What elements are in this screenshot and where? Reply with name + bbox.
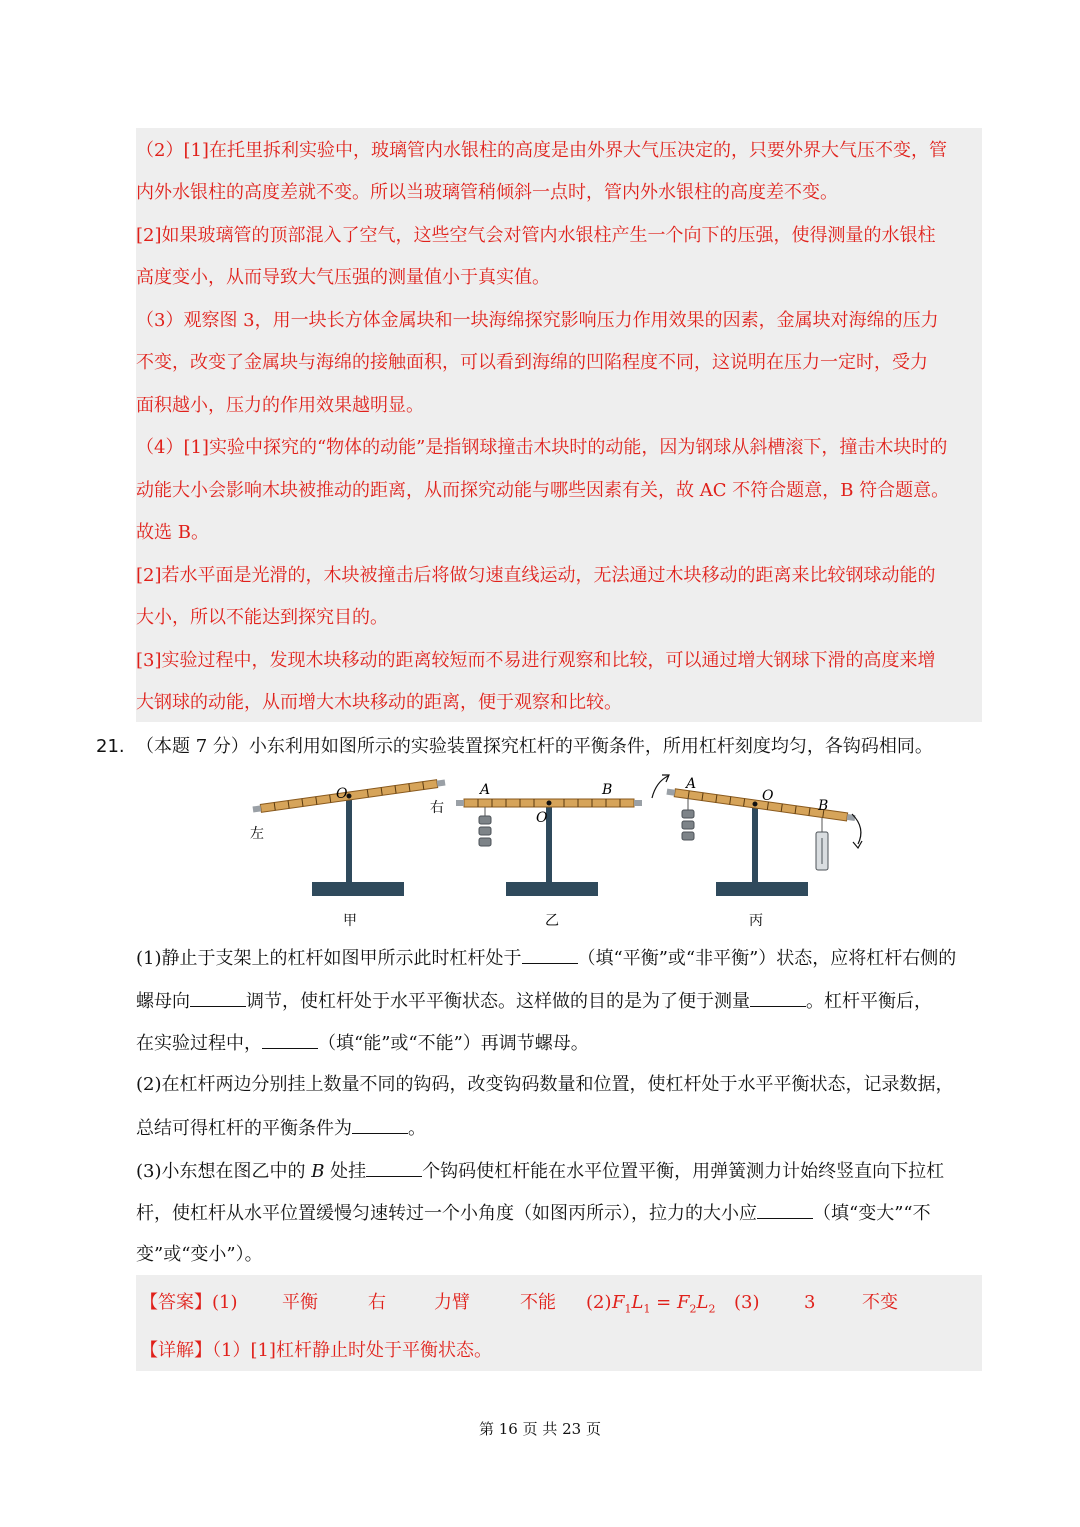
text: （填“能”或“不能”）再调节螺母。	[318, 1033, 589, 1054]
text: 在实验过程中，	[136, 1033, 262, 1054]
label-left: 左	[250, 826, 264, 842]
question-stem: （本题 7 分）小东利用如图所示的实验装置探究杠杆的平衡条件，所用杠杆刻度均匀，各钩码相同。	[136, 736, 933, 757]
explanation-line: 不变，改变了金属块与海绵的接触面积，可以看到海绵的凹陷程度不同，这说明在压力一定时，受力	[136, 352, 928, 373]
answer-blank[interactable]	[262, 1030, 318, 1049]
explanation-box	[136, 128, 982, 722]
answer-item: 平衡	[282, 1292, 318, 1313]
balance-nut-right	[634, 800, 642, 806]
answer-item: 不变	[862, 1292, 898, 1313]
explanation-line: 高度变小，从而导致大气压强的测量值小于真实值。	[136, 267, 550, 288]
detail-row	[140, 1339, 492, 1363]
balance-nut-right	[847, 814, 856, 821]
explanation-line: 大钢球的动能，从而增大木块移动的距离，便于观察和比较。	[136, 692, 622, 713]
panel-yi	[456, 782, 642, 929]
page-footer: 第 16 页 共 23 页	[478, 1420, 601, 1438]
stand-base	[506, 882, 598, 896]
explanation-line: 面积越小，压力的作用效果越明显。	[136, 395, 424, 416]
explanation-line: [2]若水平面是光滑的，木块被撞击后将做匀速直线运动，无法通过木块移动的距离来比较钢球动能的	[136, 565, 936, 586]
text: （填“变大”“不	[813, 1203, 931, 1224]
text: 个钩码使杠杆能在水平位置平衡，用弹簧测力计始终竖直向下拉杠	[422, 1161, 945, 1182]
question-part1-line3	[136, 1030, 589, 1056]
answer-blank[interactable]	[757, 1200, 813, 1219]
label-a: A	[480, 782, 491, 798]
stand-pole	[752, 806, 758, 884]
text: 螺母向	[136, 991, 190, 1012]
explanation-line: [3]实验过程中，发现木块移动的距离较短而不易进行观察和比较，可以通过增大钢球下滑的高度来增	[136, 650, 936, 671]
lever-experiment-figure	[240, 772, 880, 934]
explanation-line: 故选 B。	[136, 522, 209, 543]
question-part3-line2	[136, 1200, 931, 1226]
panel-jia	[250, 779, 446, 929]
label-o: O	[336, 786, 348, 802]
text: (3)小东想在图乙中的	[136, 1161, 312, 1182]
explanation-line: 大小，所以不能达到探究目的。	[136, 607, 388, 628]
question-part3-line1	[136, 1158, 944, 1184]
label-o: O	[536, 810, 548, 826]
panel-label: 甲	[343, 913, 357, 929]
question-part2-line2	[136, 1115, 426, 1141]
explanation-line: （2）[1]在托里拆利实验中，玻璃管内水银柱的高度是由外界大气压决定的，只要外界大气压不变，管	[136, 140, 947, 161]
explanation-line: （4）[1]实验中探究的“物体的动能”是指钢球撞击木块时的动能，因为钢球从斜槽滚下，撞击木块时的	[136, 437, 948, 458]
text: 处挂	[324, 1161, 367, 1182]
answer-blank[interactable]	[522, 945, 578, 964]
text: 。	[408, 1118, 426, 1139]
question-number: 21.	[96, 736, 125, 757]
explanation-line: 动能大小会影响木块被推动的距离，从而探究动能与哪些因素有关，故 AC 不符合题意，B 符合题意。	[136, 480, 950, 501]
text: 。杠杆平衡后，	[806, 991, 932, 1012]
answer-item: 不能	[520, 1292, 556, 1313]
pivot-point	[547, 801, 552, 806]
point-b-italic: B	[311, 1161, 325, 1182]
text: 调节，使杠杆处于水平平衡状态。这样做的目的是为了便于测量	[246, 991, 750, 1012]
answer-blank[interactable]	[352, 1115, 408, 1134]
question-part3-line3: 变”或“变小”）。	[136, 1244, 263, 1265]
text: 总结可得杠杆的平衡条件为	[136, 1118, 352, 1139]
label-right: 右	[430, 800, 444, 816]
answer-item: 3	[804, 1292, 816, 1313]
explanation-line: [2]如果玻璃管的顶部混入了空气，这些空气会对管内水银柱产生一个向下的压强，使得测量的水银柱	[136, 225, 936, 246]
answer-part2-label: (2)	[586, 1292, 612, 1313]
hook-weights	[682, 810, 694, 840]
answer-blank[interactable]	[190, 988, 246, 1007]
answer-formula: $F_1L_1 = F_2L_2$	[612, 1292, 716, 1316]
text: （填“平衡”或“非平衡”）状态，应将杠杆右侧的	[577, 948, 957, 969]
answer-label: 【答案】(1)	[140, 1292, 238, 1313]
text: (1)静止于支架上的杠杆如图甲所示此时杠杆处于	[136, 948, 522, 969]
question-part2-line1: (2)在杠杆两边分别挂上数量不同的钩码，改变钩码数量和位置，使杠杆处于水平平衡状态，记录数据，	[136, 1074, 954, 1095]
stand-base	[716, 882, 808, 896]
answer-item: 力臂	[434, 1292, 470, 1313]
explanation-line: 内外水银柱的高度差就不变。所以当玻璃管稍倾斜一点时，管内外水银柱的高度差不变。	[136, 182, 838, 203]
balance-nut-left	[666, 789, 675, 796]
stand-pole	[346, 796, 352, 884]
answer-blank[interactable]	[366, 1158, 422, 1177]
balance-nut-left	[456, 800, 464, 806]
panel-label: 乙	[545, 913, 559, 929]
balance-nut-left	[253, 805, 262, 812]
text: 杆，使杠杆从水平位置缓慢匀速转过一个小角度（如图丙所示），拉力的大小应	[136, 1203, 757, 1224]
question-part1-line1	[136, 945, 956, 971]
hook-weights	[479, 816, 491, 846]
question-heading	[96, 735, 933, 759]
label-b: B	[818, 798, 829, 814]
detail-text: （1）[1]杠杆静止时处于平衡状态。	[212, 1340, 492, 1361]
answer-part3-label: (3)	[734, 1292, 760, 1313]
stand-base	[312, 882, 404, 896]
detail-label: 【详解】	[140, 1340, 212, 1361]
explanation-line: （3）观察图 3，用一块长方体金属块和一块海绵探究影响压力作用效果的因素，金属块对海绵的压力	[136, 310, 939, 331]
balance-nut-right	[437, 780, 446, 787]
panel-label: 丙	[749, 913, 763, 929]
answer-item: 右	[368, 1292, 386, 1313]
label-a: A	[686, 776, 697, 792]
label-o: O	[762, 788, 774, 804]
panel-bing	[652, 775, 862, 929]
question-part1-line2	[136, 988, 932, 1014]
answer-blank[interactable]	[750, 988, 806, 1007]
rotate-arrow-icon	[652, 776, 668, 798]
label-b: B	[602, 782, 613, 798]
